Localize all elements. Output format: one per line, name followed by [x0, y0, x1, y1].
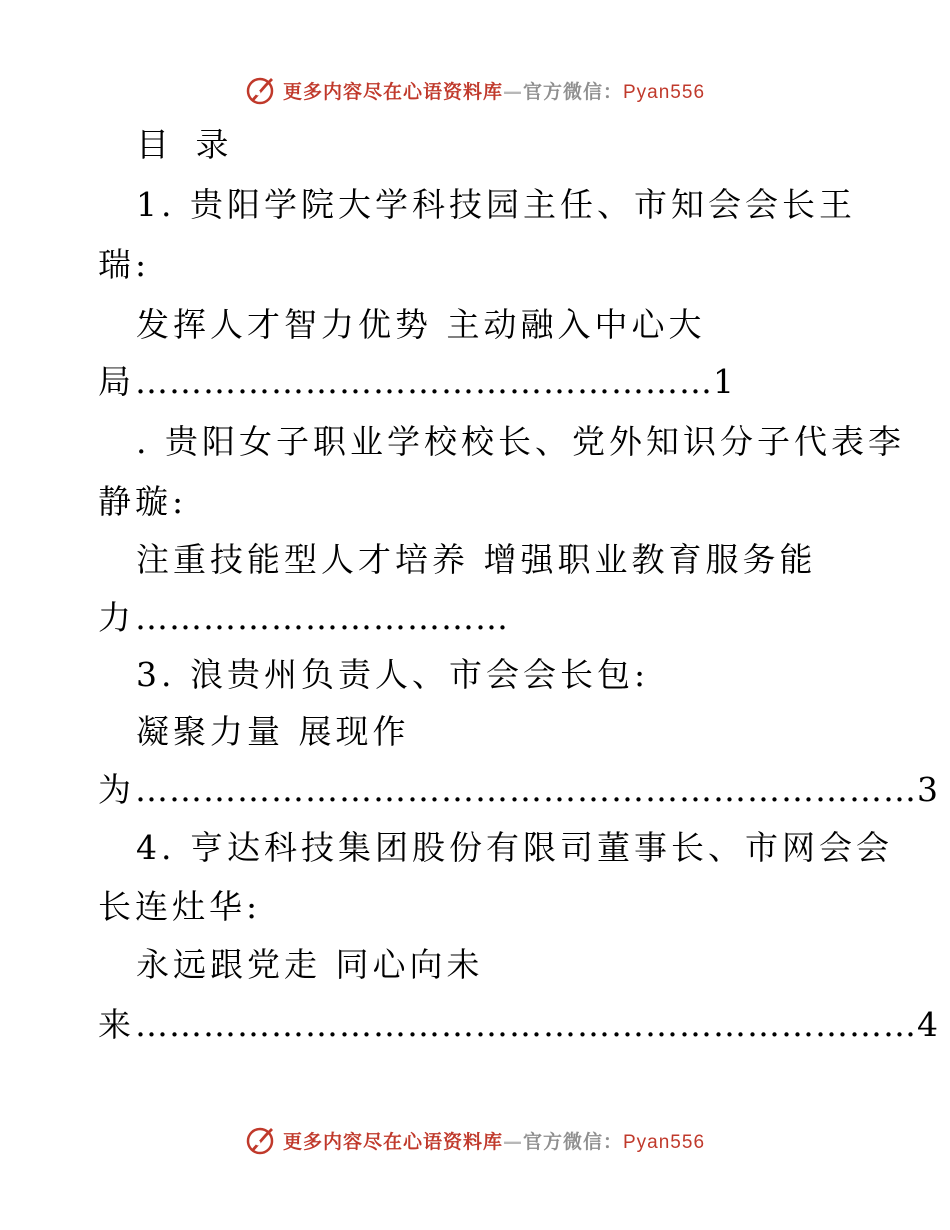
toc-entry-1-dots: …………………………………………… [135, 362, 713, 401]
toc-entry-4-dots: …………………………………………………………… [135, 1005, 917, 1044]
toc-entry-1-page: 1 [713, 362, 734, 401]
toc-entry-2-name-cont: 静璇: [98, 482, 188, 521]
toc-entry-1-number-line: 1. 贵阳学院大学科技园主任、市知会会长王 [136, 185, 856, 224]
toc-entry-1-name-cont: 瑞: [98, 245, 151, 284]
toc-entry-4-name-cont: 长连灶华: [98, 887, 262, 926]
footer-watermark [0, 1120, 950, 1160]
toc-entry-1-leader [98, 362, 734, 402]
toc-entry-3-leader [98, 770, 938, 810]
watermark-wechat-id: Pyan556 [623, 81, 706, 103]
header-watermark [0, 70, 950, 110]
toc-entry-3-dots: …………………………………………………………… [135, 770, 917, 809]
toc-entry-4-leader [98, 1005, 938, 1045]
toc-entry-3-page: 3 [917, 770, 938, 809]
toc-entry-2-dots: …………………………… [135, 598, 509, 637]
toc-heading: 目 录 [136, 125, 237, 164]
watermark-dash: — [502, 80, 523, 103]
watermark-dash: — [502, 1130, 523, 1153]
pen-logo-icon [245, 1124, 277, 1156]
toc-entry-3-number-line: 3. 浪贵州负责人、市会会长包: [136, 655, 650, 694]
pen-logo-icon [245, 74, 277, 106]
toc-entry-2-last-char: 力 [98, 598, 135, 637]
toc-entry-4-last-char: 来 [98, 1005, 135, 1044]
watermark-wechat-id: Pyan556 [623, 1131, 706, 1153]
watermark-red-text: 更多内容尽在心语资料库 [282, 80, 503, 103]
toc-entry-3-last-char: 为 [98, 770, 135, 809]
watermark-gray-text: 官方微信： [522, 1130, 623, 1153]
toc-entry-4-title: 永远跟党走 同心向未 [136, 945, 484, 984]
watermark-red-text: 更多内容尽在心语资料库 [282, 1130, 503, 1153]
toc-entry-2-leader [98, 598, 509, 638]
toc-entry-1-last-char: 局 [98, 362, 135, 401]
toc-entry-4-number-line: 4. 亨达科技集团股份有限司董事长、市网会会 [136, 828, 893, 867]
toc-entry-1-title: 发挥人才智力优势 主动融入中心大 [136, 305, 706, 344]
toc-entry-4-page: 4 [917, 1005, 938, 1044]
watermark-gray-text: 官方微信： [522, 80, 623, 103]
toc-entry-2-title: 注重技能型人才培养 增强职业教育服务能 [136, 540, 817, 579]
toc-entry-3-title: 凝聚力量 展现作 [136, 712, 410, 751]
toc-entry-2-number-line: . 贵阳女子职业学校校长、党外知识分子代表李 [136, 422, 905, 461]
